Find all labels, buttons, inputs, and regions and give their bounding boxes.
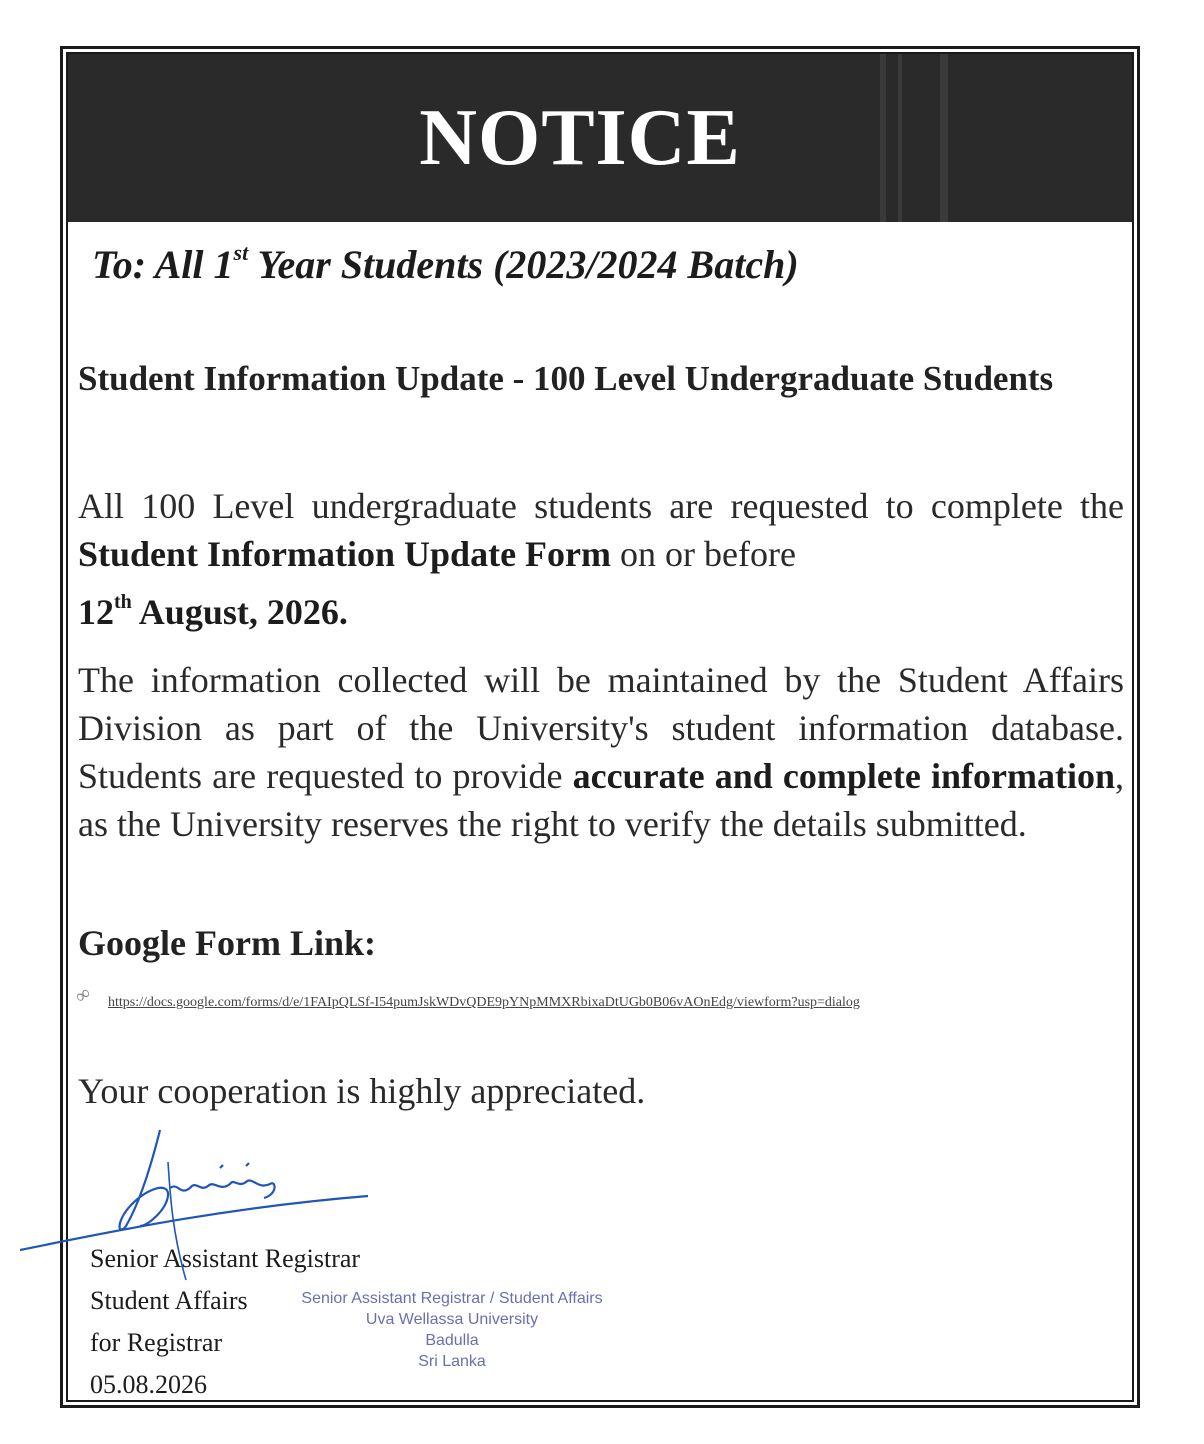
- deadline-date: [78, 592, 348, 632]
- stamp-line: Uva Wellassa University: [365, 1311, 539, 1328]
- stamp-line: Badulla: [425, 1332, 479, 1349]
- recipient-suffix: Year Students (2023/2024 Batch): [248, 242, 799, 287]
- scan-streak: [940, 54, 948, 222]
- instruction-paragraph: [78, 482, 1124, 636]
- signatory-on-behalf: for Registrar: [90, 1328, 223, 1357]
- google-form-link[interactable]: https://docs.google.com/forms/d/e/1FAIpQLSf-I54pumJskWDvQDE9pYNpMMXRbixaDtUGb0B06vAOnEdg/viewform?usp=dialog: [108, 995, 860, 1010]
- notice-title: NOTICE: [419, 93, 741, 182]
- closing-line: Your cooperation is highly appreciated.: [78, 1071, 646, 1111]
- scan-streak: [880, 54, 886, 222]
- stamp-line: Senior Assistant Registrar / Student Affairs: [301, 1290, 603, 1307]
- form-link-heading: Google Form Link:: [78, 923, 376, 963]
- link-icon: ∞: [70, 981, 95, 1009]
- paragraph-text: , as the University reserves the right to verify the details submitted.: [78, 756, 1124, 844]
- notice-banner: [68, 54, 1132, 222]
- deadline-day: 12: [78, 592, 114, 632]
- recipient-line: [92, 240, 799, 288]
- information-paragraph: [78, 656, 1124, 848]
- scan-streak: [898, 54, 902, 222]
- deadline-rest: August, 2026.: [131, 592, 348, 632]
- paragraph-text: on or before: [611, 534, 796, 574]
- signatory-title: Senior Assistant Registrar: [90, 1244, 361, 1273]
- signatory-division: Student Affairs: [90, 1286, 248, 1315]
- form-name: Student Information Update Form: [78, 534, 612, 574]
- signature-date: 05.08.2026: [90, 1370, 207, 1399]
- stamp-line: Sri Lanka: [418, 1353, 486, 1370]
- paragraph-text: The information collected will be maintained by the Student Affairs Division as part of the University's student information database. Students are requested to provide: [78, 660, 1124, 796]
- notice-heading: Student Information Update - 100 Level Undergraduate Students: [78, 359, 1054, 398]
- recipient-prefix: To: All 1: [92, 242, 234, 287]
- emphasis-text: accurate and complete information: [572, 756, 1115, 796]
- official-stamp: [272, 1288, 632, 1372]
- deadline-ordinal: th: [114, 591, 132, 613]
- paragraph-text: All 100 Level undergraduate students are requested to complete the: [78, 486, 1124, 526]
- recipient-ordinal: st: [233, 240, 249, 265]
